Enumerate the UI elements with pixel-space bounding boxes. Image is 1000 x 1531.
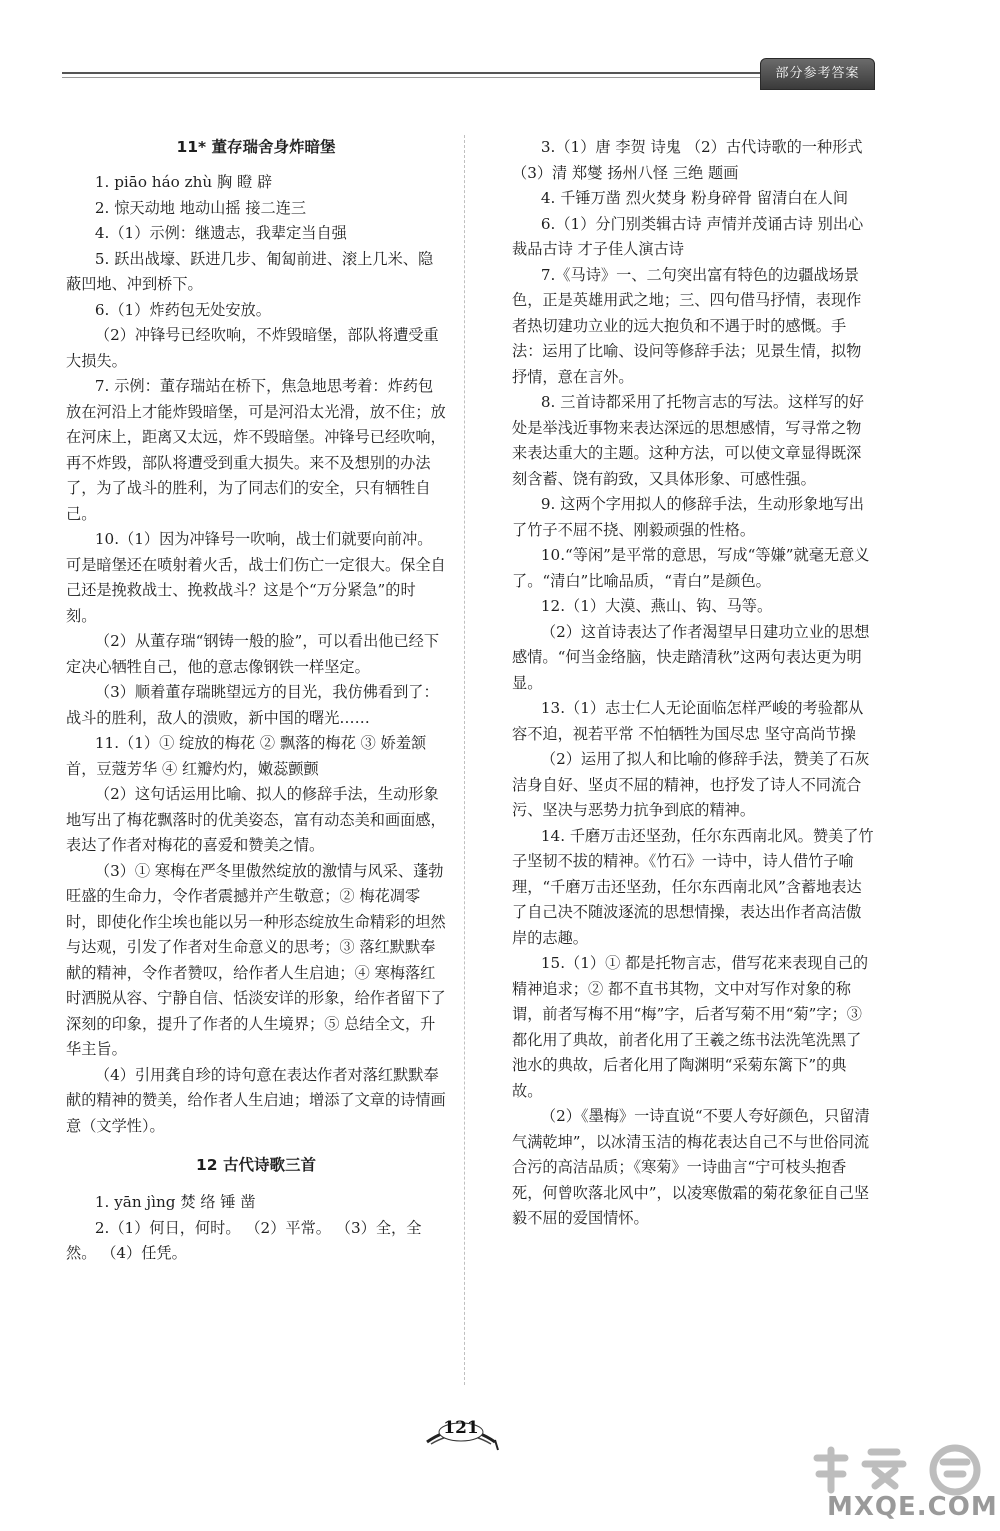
answer-paragraph: 9. 这两个字用拟人的修辞手法，生动形象地写出了竹子不屈不挠、刚毅顽强的性格。 xyxy=(512,495,864,539)
section-heading: 12 古代诗歌三首 xyxy=(196,1156,316,1174)
answer-paragraph: （2）从董存瑞“钢铸一般的脸”，可以看出他已经下定决心牺牲自己，他的意志像钢铁一样坚定。 xyxy=(66,632,440,676)
page-number-badge xyxy=(421,1412,501,1452)
header-rule-thin xyxy=(62,77,762,78)
answer-paragraph: （2）这句话运用比喻、拟人的修辞手法，生动形象地写出了梅花飘落时的优美姿态，富有动态美和画面感，表达了作者对梅花的喜爱和赞美之情。 xyxy=(66,785,446,854)
answer-paragraph: 1. yān jìng 焚 络 锤 凿 xyxy=(94,1193,256,1211)
answer-paragraph: 7.《马诗》一、二句突出富有特色的边疆战场景色，正是英雄用武之地；三、四句借马抒情，表现作者热切建功立业的远大抱负和不遇于时的感慨。手法：运用了比喻、设问等修辞手法；见景生情，拟物抒情，意在言外。 xyxy=(512,265,862,386)
watermark-logo-icon xyxy=(805,1440,995,1500)
answer-paragraph: 2. 惊天动地 地动山摇 接二连三 xyxy=(94,198,307,217)
answer-paragraph: 14. 千磨万击还坚劲，任尔东西南北风。赞美了竹子坚韧不拔的精神。《竹石》一诗中，诗人借竹子喻理，“千磨万击还坚劲，任尔东西南北风”含蓄地表达了自己决不随波逐流的思想情操，表达出作者高洁傲岸的志趣。 xyxy=(512,826,874,947)
section-heading: 11* 董存瑞舍身炸暗堡 xyxy=(176,138,336,156)
answer-paragraph: 10.“等闲”是平常的意思，写成“等嫌”就毫无意义了。“清白”比喻品质，“青白”是颜色。 xyxy=(512,546,870,590)
answer-paragraph: （3）① 寒梅在严冬里傲然绽放的激情与风采、蓬勃旺盛的生命力，令作者震撼并产生敬意；② 梅花凋零时，即使化作尘埃也能以另一种形态绽放生命精彩的坦然与达观，引发了作者对生命意义的思考；③ 落红默默奉献的精神，令作者赞叹，给作者人生启迪；④ 寒梅落红时洒脱从容、宁静自信、恬淡安详的形象，给作者留下了深刻的印象，提升了作者的人生境界；⑤ 总结全文，升华主旨。 xyxy=(66,861,446,1058)
answer-paragraph: 11.（1）① 绽放的梅花 ② 飘落的梅花 ③ 娇羞颔首，豆蔻芳华 ④ 红瓣灼灼，嫩蕊颤颤 xyxy=(66,734,427,778)
left-column xyxy=(66,135,446,1267)
answer-paragraph: （3）顺着董存瑞眺望远方的目光，我仿佛看到了：战斗的胜利，敌人的溃败，新中国的曙光…… xyxy=(66,683,439,727)
answer-paragraph: （2）冲锋号已经吹响，不炸毁暗堡，部队将遭受重大损失。 xyxy=(66,326,439,370)
answer-paragraph: （2）《墨梅》一诗直说“不要人夸好颜色，只留清气满乾坤”，以冰清玉洁的梅花表达自己不与世俗同流合污的高洁品质；《寒菊》一诗曲言“宁可枝头抱香死，何曾吹落北风中”，以凌寒傲霜的菊花象征自己坚毅不屈的爱国情怀。 xyxy=(512,1107,870,1227)
column-divider xyxy=(464,135,465,1385)
answer-paragraph: 6.（1）炸药包无处安放。 xyxy=(94,300,271,319)
header-rule xyxy=(62,72,762,74)
answer-paragraph: 3.（1）唐 李贺 诗鬼 （2）古代诗歌的一种形式 （3）清 郑燮 扬州八怪 三绝 题画 xyxy=(512,138,863,182)
right-column xyxy=(512,135,876,1232)
answer-paragraph: （4）引用龚自珍的诗句意在表达作者对落红默默奉献的精神的赞美，给作者人生启迪；增添了文章的诗情画意（文学性）。 xyxy=(66,1065,446,1135)
answer-paragraph: （2）这首诗表达了作者渴望早日建功立业的思想感情。“何当金络脑，快走踏清秋”这两句表达更为明显。 xyxy=(512,622,870,692)
answer-paragraph: 7. 示例：董存瑞站在桥下，焦急地思考着：炸药包放在河沿上才能炸毁暗堡，可是河沿太光滑，放不住；放在河床上，距离又太远，炸不毁暗堡。冲锋号已经吹响，再不炸毁，部队将遭受到重大损失。来不及想别的办法了，为了战斗的胜利，为了同志们的安全，只有牺牲自己。 xyxy=(66,377,446,523)
answer-paragraph: 1. piāo háo zhù 胸 瞪 辟 xyxy=(94,173,273,191)
header-section-tab: 部分参考答案 xyxy=(760,58,875,90)
answer-paragraph: 13.（1）志士仁人无论面临怎样严峻的考验都从容不迫，视若平常 不怕牺牲为国尽忠 坚守高尚节操 xyxy=(512,699,864,743)
answer-paragraph: （2）运用了拟人和比喻的修辞手法，赞美了石灰洁身自好、坚贞不屈的精神，也抒发了诗人不同流合污、坚决与恶势力抗争到底的精神。 xyxy=(512,750,870,819)
watermark-url: MXQE.COM xyxy=(827,1492,998,1522)
answer-paragraph: 15.（1）① 都是托物言志，借写花来表现自己的精神追求；② 都不直书其物，文中对写作对象的称谓，前者写梅不用“梅”字，后者写菊不用“菊”字；③ 都化用了典故，前者化用了王羲之练书法洗笔洗黑了池水的典故，后者化用了陶渊明“采菊东篱下”的典故。 xyxy=(512,954,869,1100)
answer-paragraph: 5. 跃出战壕、跃进几步、匍匐前进、滚上几米、隐蔽凹地、冲到桥下。 xyxy=(66,249,434,293)
page-number: 121 xyxy=(443,1418,479,1438)
answer-paragraph: 4. 千锤万凿 烈火焚身 粉身碎骨 留清白在人间 xyxy=(540,189,849,207)
answer-paragraph: 8. 三首诗都采用了托物言志的写法。这样写的好处是举浅近事物来表达深远的思想感情，写寻常之物来表达重大的主题。这种方法，可以使文章显得既深刻含蓄、饶有韵致，又具体形象、可感性强。 xyxy=(512,393,864,488)
watermark-logo xyxy=(805,1440,998,1525)
answer-paragraph: 4.（1）示例：继遗志，我辈定当自强 xyxy=(94,224,347,242)
answer-paragraph: 2.（1）何日，何时。 （2）平常。 （3）全，全然。 （4）任凭。 xyxy=(66,1218,422,1262)
answer-paragraph: 10.（1）因为冲锋号一吹响，战士们就要向前冲。可是暗堡还在喷射着火舌，战士们伤亡一定很大。保全自己还是挽救战士、挽救战斗？这是个“万分紧急”的时刻。 xyxy=(66,530,446,625)
answer-paragraph: 12.（1）大漠、燕山、钩、马等。 xyxy=(540,597,773,615)
answer-paragraph: 6.（1）分门别类辑古诗 声情并茂诵古诗 别出心裁品古诗 才子佳人演古诗 xyxy=(512,214,864,258)
